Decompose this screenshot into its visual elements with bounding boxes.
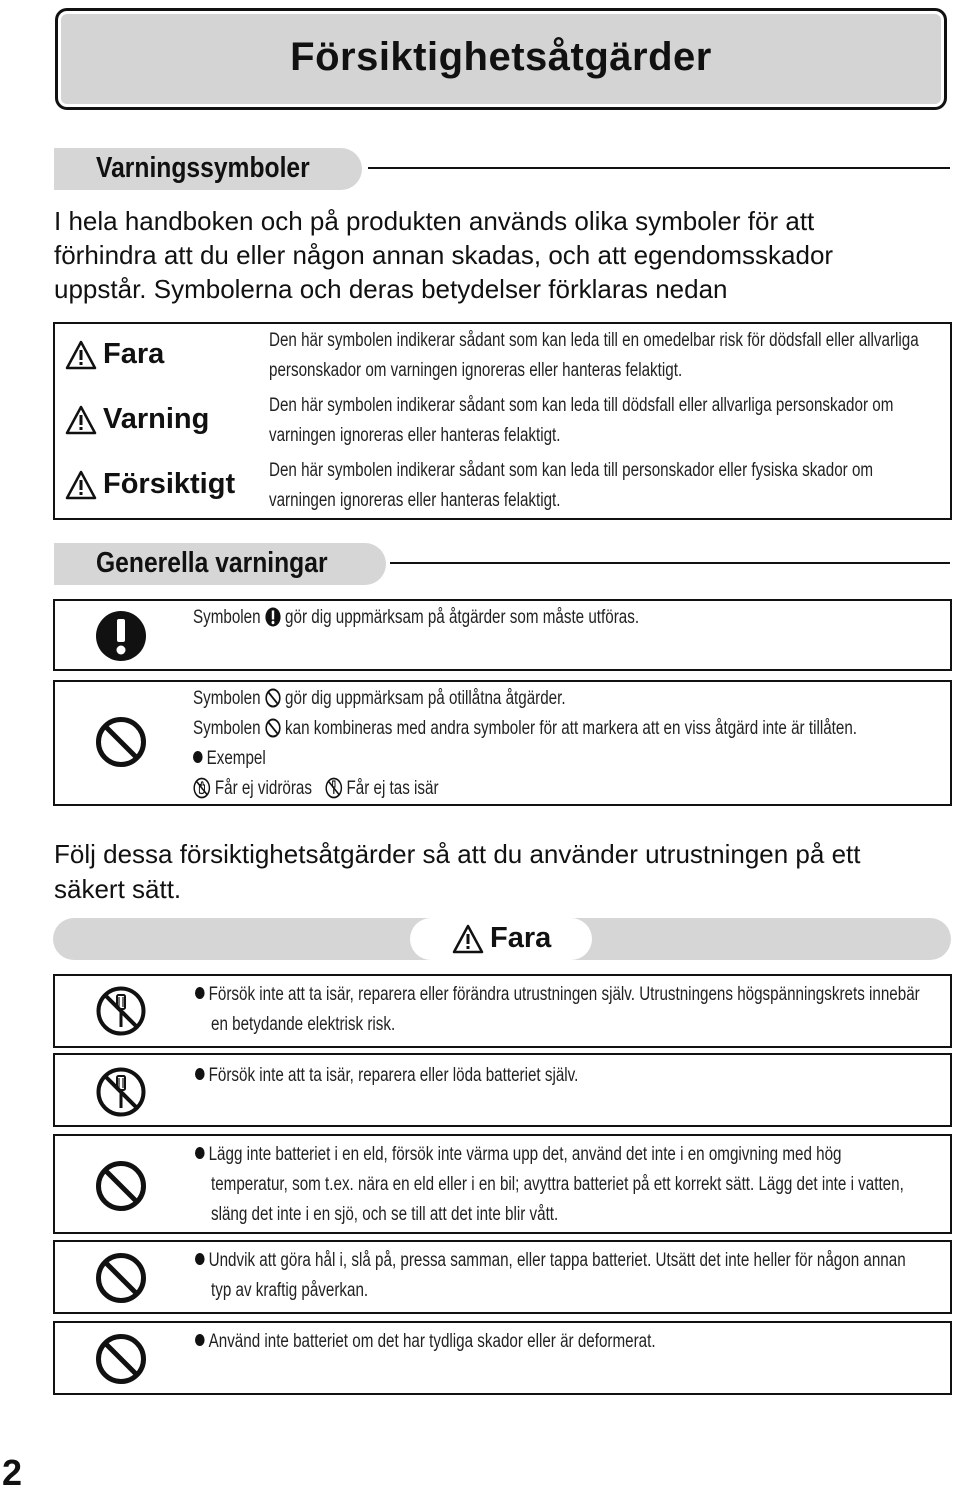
follow-paragraph <box>54 837 944 907</box>
bullet <box>193 751 203 763</box>
warning-levels-box <box>53 322 952 520</box>
text-pre: Symbolen <box>193 718 261 739</box>
level-label: Försiktigt <box>103 468 236 500</box>
level-label: Varning <box>103 403 210 435</box>
level-desc <box>269 391 960 451</box>
danger-item <box>53 1321 952 1395</box>
item-line: Undvik att göra hål i, slå på, pressa samman, eller tappa batteriet. Utsätt det inte heller för någon annan <box>208 1250 906 1271</box>
desc-line: Den här symbolen indikerar sådant som kan leda till en omedelbar risk för dödsfall eller allvarliga <box>269 330 919 351</box>
bullet <box>195 1068 205 1080</box>
danger-item <box>53 974 952 1048</box>
danger-item-text <box>195 1061 674 1091</box>
item-line: Försök inte att ta isär, reparera eller förändra utrustningen själv. Utrustningens högspänningskrets innebär <box>208 984 920 1005</box>
item-line: typ av kraftig påverkan. <box>211 1280 369 1301</box>
prohibition-icon <box>95 1333 147 1385</box>
bullet <box>195 1147 205 1159</box>
danger-heading-label: Fara <box>490 922 552 954</box>
level-fara <box>65 338 164 371</box>
page-number: 2 <box>2 1452 23 1493</box>
intro-line: I hela handboken och på produkten används olika symboler för att <box>54 206 815 236</box>
warning-triangle-icon <box>452 924 484 954</box>
item-line: släng det inte i en sjö, och se till att det inte blir vått. <box>211 1204 559 1225</box>
bullet <box>195 1253 205 1265</box>
item-line: temperatur, som t.ex. nära en eld eller i en bil; avyttra batteriet på ett korrekt sätt. Lägg det inte i vatten, <box>211 1174 904 1195</box>
warning-triangle-icon <box>65 340 97 370</box>
item-line: en betydande elektrisk risk. <box>211 1014 396 1035</box>
text-post: kan kombineras med andra symboler för att markera att en viss åtgärd inte är tillåten. <box>285 718 858 739</box>
danger-item-text <box>195 1140 960 1230</box>
prohibited-box <box>53 680 952 806</box>
level-desc <box>269 456 960 516</box>
mandatory-box <box>53 599 952 671</box>
no-disassembly-icon <box>95 1066 147 1118</box>
prohibition-icon <box>95 1252 147 1304</box>
intro-line: förhindra att du eller någon annan skadas, och att egendomsskador <box>54 240 834 270</box>
danger-heading-pill <box>410 918 592 960</box>
danger-item-text <box>195 1327 771 1357</box>
desc-line: varningen ignoreras eller hanteras felaktigt. <box>269 425 561 446</box>
text-pre: Symbolen <box>193 607 261 628</box>
section-heading-general-label: Generella varningar <box>96 547 328 579</box>
follow-line: säkert sätt. <box>54 874 182 904</box>
desc-line: personskador om varningen ignoreras eller hanteras felaktigt. <box>269 360 683 381</box>
example-no-touch: Får ej vidröras <box>214 778 312 799</box>
no-disassembly-icon <box>325 777 343 799</box>
mandatory-text <box>193 603 751 633</box>
follow-line: Följ dessa försiktighetsåtgärder så att du använder utrustningen på ett <box>54 839 861 869</box>
item-line: Lägg inte batteriet i en eld, försök inte värma upp det, använd det inte i en omgivning med hög <box>208 1144 842 1165</box>
example-no-disassembly: Får ej tas isär <box>346 778 439 799</box>
intro-paragraph <box>54 204 944 306</box>
section-rule <box>368 167 950 169</box>
title-box <box>55 8 947 110</box>
level-varning <box>65 403 209 436</box>
example-label: Exempel <box>206 748 266 769</box>
desc-line: Den här symbolen indikerar sådant som kan leda till dödsfall eller allvarliga personskador om <box>269 395 894 416</box>
section-heading-symbols <box>54 148 362 190</box>
text-post: gör dig uppmärksam på otillåtna åtgärder. <box>285 688 566 709</box>
prohibition-icon <box>265 688 281 708</box>
desc-line: varningen ignoreras eller hanteras felaktigt. <box>269 490 561 511</box>
no-disassembly-icon <box>95 985 147 1037</box>
mandatory-exclamation-icon <box>95 610 147 662</box>
danger-item-text <box>195 980 960 1040</box>
danger-heading <box>452 922 551 955</box>
bullet <box>195 1334 205 1346</box>
prohibition-icon <box>95 716 147 768</box>
danger-item <box>53 1053 952 1127</box>
page-title: Försiktighetsåtgärder <box>290 35 712 79</box>
danger-item <box>53 1240 952 1314</box>
section-rule <box>390 562 950 564</box>
bullet <box>195 987 205 999</box>
section-heading-general <box>54 543 386 585</box>
warning-triangle-icon <box>65 470 97 500</box>
item-line: Försök inte att ta isär, reparera eller löda batteriet själv. <box>208 1065 579 1086</box>
level-label: Fara <box>103 338 165 370</box>
desc-line: Den här symbolen indikerar sådant som kan leda till personskador eller fysiska skador om <box>269 460 874 481</box>
text-pre: Symbolen <box>193 688 261 709</box>
danger-item <box>53 1134 952 1234</box>
no-touch-icon <box>193 777 211 799</box>
prohibited-text <box>193 684 960 804</box>
level-forsiktigt <box>65 468 235 501</box>
text-post: gör dig uppmärksam på åtgärder som måste utföras. <box>285 607 640 628</box>
prohibition-icon <box>95 1160 147 1212</box>
danger-item-text <box>195 1246 960 1306</box>
prohibition-icon <box>265 718 281 738</box>
warning-triangle-icon <box>65 405 97 435</box>
item-line: Använd inte batteriet om det har tydliga skador eller är deformerat. <box>208 1331 656 1352</box>
section-heading-symbols-label: Varningssymboler <box>96 152 310 184</box>
mandatory-exclamation-icon <box>265 607 281 627</box>
intro-line: uppstår. Symbolerna och deras betydelser förklaras nedan <box>54 274 728 304</box>
level-desc <box>269 326 960 386</box>
